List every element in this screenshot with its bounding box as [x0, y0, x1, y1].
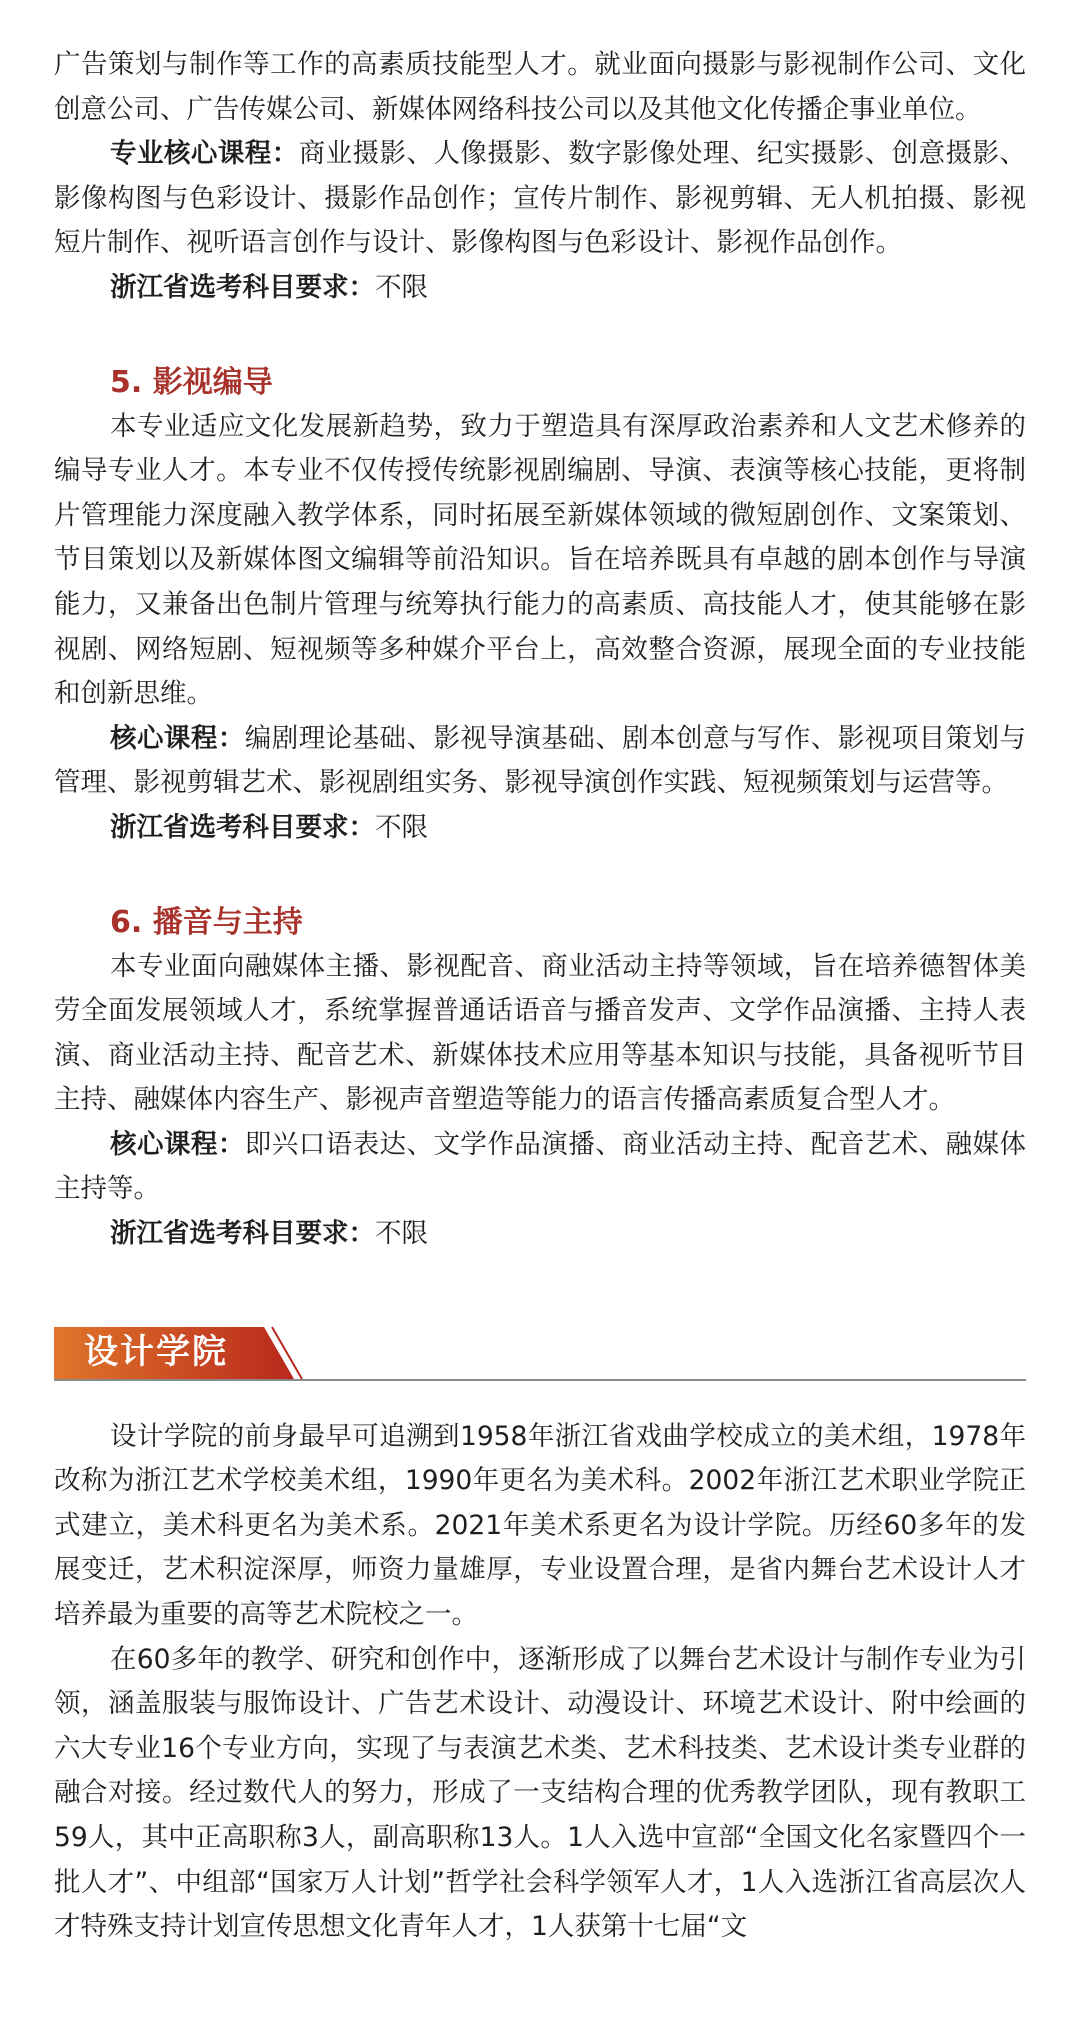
subject-requirement-label: 浙江省选考科目要求：: [110, 811, 375, 843]
college-paragraph-1: 设计学院的前身最早可追溯到1958年浙江省戏曲学校成立的美术组，1978年改称为浙江艺术学校美术组，1990年更名为美术科。2002年浙江艺术职业学院正式建立，美术科更名为美术系。2021年美术系更名为设计学院。历经60多年的发展变迁，艺术积淀深厚，师资力量雄厚，专业设置合理，是省内舞台艺术设计人才培养最为重要的高等艺术院校之一。: [54, 1420, 1026, 1631]
core-courses-label: 核心课程：: [110, 722, 245, 754]
subject-requirement-label: 浙江省选考科目要求：: [110, 271, 375, 303]
core-courses: [54, 717, 1026, 806]
intro-core-courses: [54, 132, 1026, 266]
subject-requirement: [54, 1212, 1026, 1257]
subject-requirement-label: 浙江省选考科目要求：: [110, 1218, 375, 1250]
core-courses: [54, 1123, 1026, 1212]
section-description: 本专业适应文化发展新趋势，致力于塑造具有深厚政治素养和人文艺术修养的编导专业人才。本专业不仅传授传统影视剧编剧、导演、表演等核心技能，更将制片管理能力深度融入教学体系，同时拓展至新媒体领域的微短剧创作、文案策划、节目策划以及新媒体图文编辑等前沿知识。旨在培养既具有卓越的剧本创作与导演能力，又兼备出色制片管理与统筹执行能力的高素质、高技能人才，使其能够在影视剧、网络短剧、短视频等多种媒介平台上，高效整合资源，展现全面的专业技能和创新思维。: [54, 410, 1026, 710]
core-courses-label: 专业核心课程：: [110, 138, 299, 170]
section-description: 本专业面向融媒体主播、影视配音、商业活动主持等领域，旨在培养德智体美劳全面发展领域人才，系统掌握普通话语音与播音发声、文学作品演播、主持人表演、商业活动主持、配音艺术、新媒体技术应用等基本知识与技能，具备视听节目主持、融媒体内容生产、影视声音塑造等能力的语言传播高素质复合型人才。: [54, 950, 1026, 1116]
section-title: 6. 播音与主持: [110, 904, 303, 940]
college-banner: [54, 1323, 1026, 1385]
core-courses-text: 即兴口语表达、文学作品演播、商业活动主持、配音艺术、融媒体主持等。: [54, 1128, 1027, 1205]
college-paragraph-2: 在60多年的教学、研究和创作中，逐渐形成了以舞台艺术设计与制作专业为引领，涵盖服装与服饰设计、广告艺术设计、动漫设计、环境艺术设计、附中绘画的六大专业16个专业方向，实现了与表演艺术类、艺术科技类、艺术设计类专业群的融合对接。经过数代人的努力，形成了一支结构合理的优秀教学团队，现有教职工59人，其中正高职称3人，副高职称13人。1人入选中宣部“全国文化名家暨四个一批人才”、中组部“国家万人计划”哲学社会科学领军人才，1人入选浙江省高层次人才特殊支持计划宣传思想文化青年人才，1人获第十七届“文: [54, 1643, 1026, 1943]
section-broadcasting-hosting: [54, 901, 1026, 1257]
document-page: [54, 0, 1026, 1950]
subject-requirement-text: 不限: [375, 271, 428, 303]
subject-requirement-text: 不限: [375, 811, 428, 843]
section-film-directing: [54, 361, 1026, 851]
core-courses-text: 编剧理论基础、影视导演基础、剧本创意与写作、影视项目策划与管理、影视剪辑艺术、影视剧组实务、影视导演创作实践、短视频策划与运营等。: [54, 722, 1027, 799]
section-title: 5. 影视编导: [110, 364, 273, 400]
subject-requirement-text: 不限: [375, 1218, 428, 1250]
subject-requirement: [54, 806, 1026, 851]
design-college-section: [54, 1323, 1026, 1950]
intro-section: [54, 0, 1026, 311]
intro-subject-requirement: [54, 266, 1026, 311]
core-courses-text: 商业摄影、人像摄影、数字影像处理、纪实摄影、创意摄影、影像构图与色彩设计、摄影作品创作；宣传片制作、影视剪辑、无人机拍摄、影视短片制作、视听语言创作与设计、影像构图与色彩设计、影视作品创作。: [54, 138, 1027, 259]
core-courses-label: 核心课程：: [110, 1128, 245, 1160]
intro-continuation: 广告策划与制作等工作的高素质技能型人才。就业面向摄影与影视制作公司、文化创意公司、广告传媒公司、新媒体网络科技公司以及其他文化传播企事业单位。: [54, 49, 1026, 125]
college-title: 设计学院: [84, 1331, 228, 1372]
